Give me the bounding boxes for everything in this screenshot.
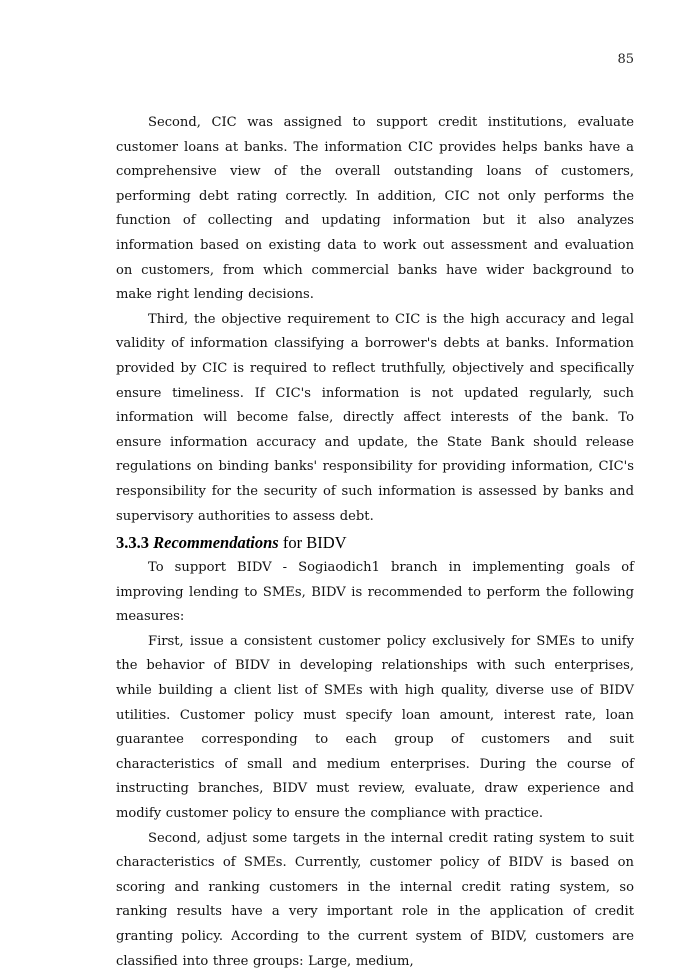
paragraph-intro: To support BIDV - Sogiaodich1 branch in implementing goals of improving lending to SMEs, BIDV is recommended to perform the following measures:: [116, 560, 634, 625]
page-number: 85: [617, 52, 634, 67]
paragraph-first-measure: First, issue a consistent customer policy exclusively for SMEs to unify the behavior of BIDV in developing relationships with such enterprises, while building a client list of SMEs with high quality, diverse use of BIDV utilities. Customer policy must specify loan amount, interest rate, loan guarantee corresponding to each group of customers and suit characteristics of small and medium enterprises. During the course of instructing branches, BIDV must review, evaluate, draw experience and modify customer policy to ensure the compliance with practice.: [116, 633, 634, 822]
section-title-emphasis: Recommendations: [153, 533, 279, 553]
section-title-rest: for BIDV: [282, 533, 347, 553]
section-heading: [116, 529, 634, 556]
paragraph-cic-support: Second, CIC was assigned to support credit institutions, evaluate customer loans at banks. The information CIC provides helps banks have a comprehensive view of the overall outstanding loans of customers, performing debt rating correctly. In addition, CIC not only performs the function of collecting and updating information but it also analyzes information based on existing data to work out assessment and evaluation on customers, from which commercial banks have wider background to make right lending decisions.: [116, 115, 634, 303]
paragraph-second-measure: Second, adjust some targets in the internal credit rating system to suit characteristics of SMEs. Currently, customer policy of BIDV is based on scoring and ranking customers in the internal credit rating system, so ranking results have a very important role in the application of credit granting policy. According to the current system of BIDV, customers are classified into three groups: Large, medium,: [116, 830, 634, 969]
paragraph-cic-requirement: Third, the objective requirement to CIC is the high accuracy and legal validity of information classifying a borrower's debts at banks. Information provided by CIC is required to reflect truthfully, objectively and specifically ensure timeliness. If CIC's information is not updated regularly, such information will become false, directly affect interests of the bank. To ensure information accuracy and update, the State Bank should release regulations on binding banks' responsibility for providing information, CIC's responsibility for the security of such information is assessed by banks and supervisory authorities to assess debt.: [116, 311, 634, 524]
section-number: 3.3.3: [116, 533, 149, 553]
page-body: [116, 111, 634, 974]
